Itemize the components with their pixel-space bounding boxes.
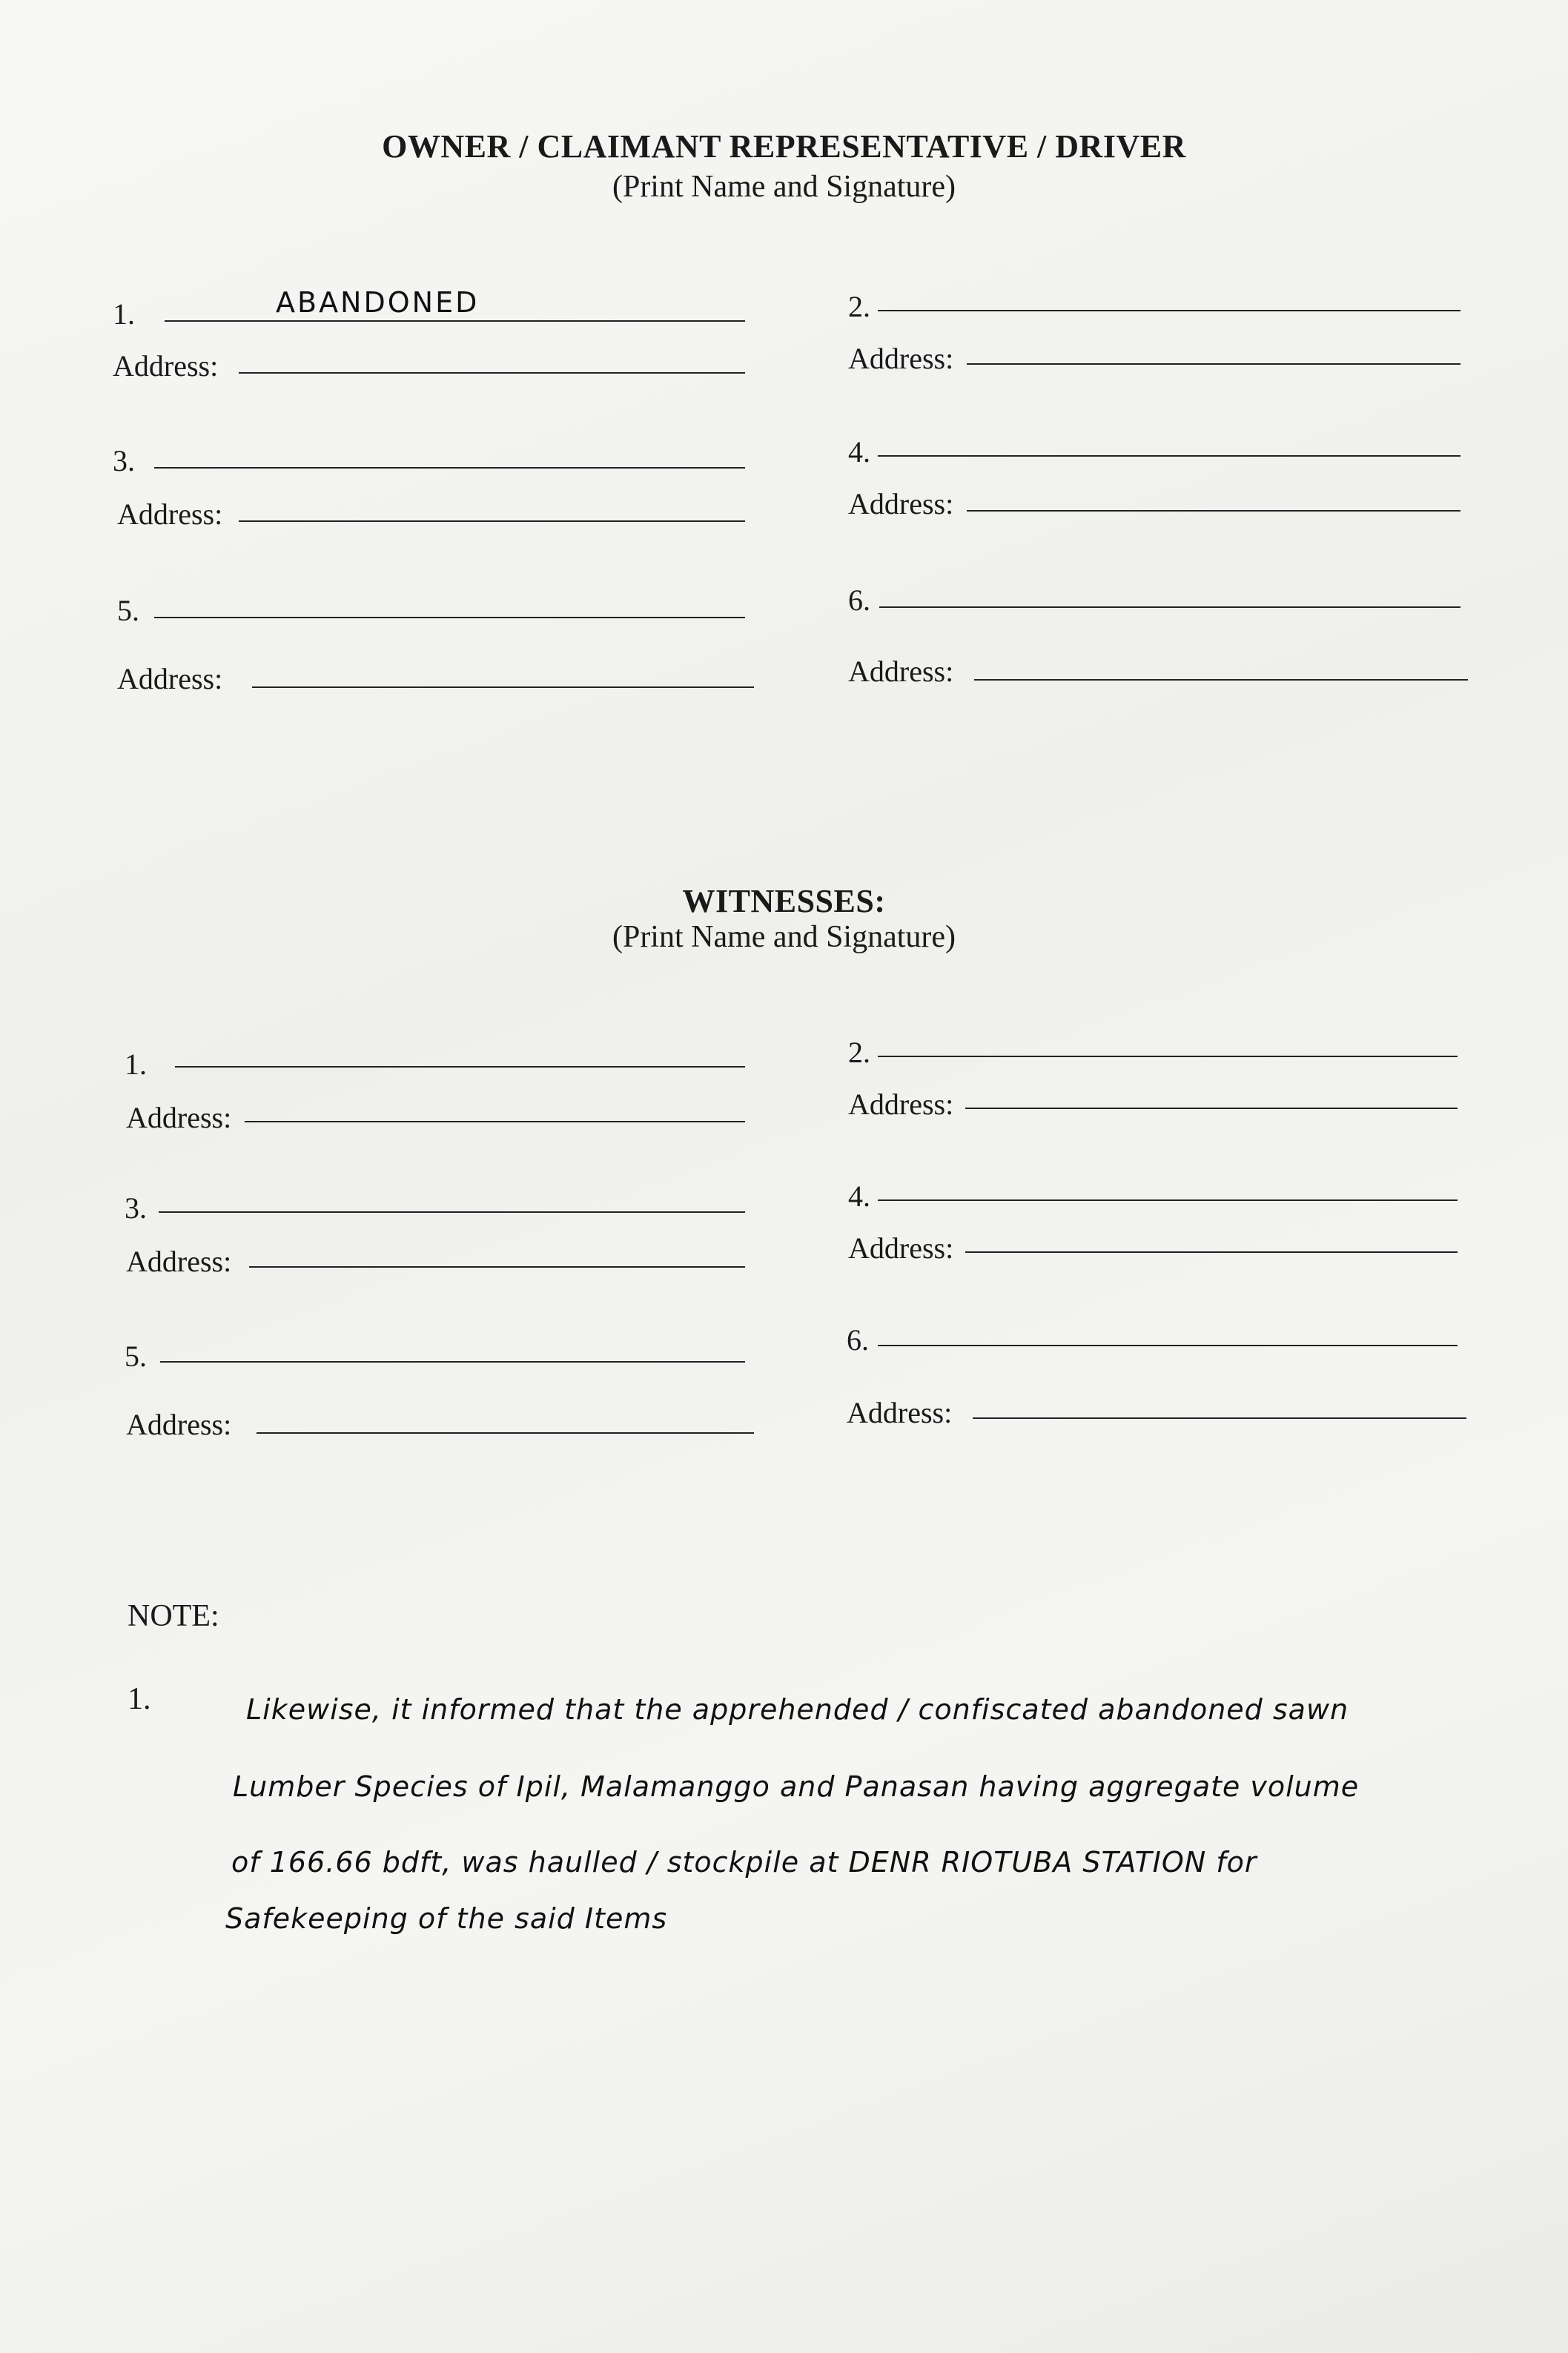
owner-entry-2-address-line[interactable] <box>967 363 1461 365</box>
owner-entry-1-name: ABANDONED <box>276 286 480 319</box>
owner-entry-2-name-line[interactable] <box>878 310 1461 311</box>
witness-section-subtitle: (Print Name and Signature) <box>612 920 956 954</box>
owner-entry-2-number: 2. <box>848 290 870 323</box>
witness-entry-2-address-line[interactable] <box>965 1108 1458 1109</box>
witness-entry-4-address-line[interactable] <box>965 1251 1458 1253</box>
owner-entry-3-name-line[interactable] <box>154 467 745 469</box>
witness-entry-2-name-line[interactable] <box>878 1056 1458 1057</box>
owner-entry-5-address-label: Address: <box>117 662 223 695</box>
witness-entry-1-address-label: Address: <box>126 1101 232 1134</box>
witness-entry-1-name-line[interactable] <box>175 1066 745 1068</box>
witness-entry-2-number: 2. <box>848 1036 870 1069</box>
witness-entry-6-address-line[interactable] <box>973 1417 1466 1419</box>
witness-entry-1-address-line[interactable] <box>245 1121 745 1122</box>
witness-entry-3-address-line[interactable] <box>249 1266 745 1268</box>
owner-entry-5-name-line[interactable] <box>154 617 745 618</box>
owner-entry-5-number: 5. <box>117 594 139 627</box>
witness-entry-2-address-label: Address: <box>848 1088 954 1121</box>
note-handwritten-line-4: Safekeeping of the said Items <box>225 1902 668 1935</box>
owner-entry-6-number: 6. <box>848 583 870 617</box>
note-handwritten-line-3: of 166.66 bdft, was haulled / stockpile at DENR RIOTUBA STATION for <box>231 1846 1257 1879</box>
owner-entry-1-name-line[interactable] <box>165 320 745 322</box>
witness-entry-5-address-line[interactable] <box>257 1432 754 1434</box>
witness-entry-6-name-line[interactable] <box>878 1345 1458 1346</box>
owner-entry-4-address-label: Address: <box>848 487 954 520</box>
note-handwritten-line-2: Lumber Species of Ipil, Malamanggo and Panasan having aggregate volume <box>233 1770 1360 1803</box>
note-label: NOTE: <box>128 1599 219 1633</box>
witness-entry-4-number: 4. <box>848 1179 870 1213</box>
owner-entry-4-name-line[interactable] <box>878 455 1461 457</box>
owner-entry-1-address-label: Address: <box>113 349 219 383</box>
owner-entry-4-number: 4. <box>848 435 870 469</box>
witness-entry-4-address-label: Address: <box>848 1231 954 1265</box>
witness-entry-3-name-line[interactable] <box>159 1211 745 1213</box>
owner-entry-1-number: 1. <box>113 297 135 331</box>
witness-entry-4-name-line[interactable] <box>878 1199 1458 1201</box>
note-handwritten-line-1: Likewise, it informed that the apprehended / confiscated abandoned sawn <box>246 1693 1349 1726</box>
owner-entry-4-address-line[interactable] <box>967 510 1461 512</box>
witness-entry-3-number: 3. <box>125 1191 147 1225</box>
owner-section-subtitle: (Print Name and Signature) <box>612 170 956 204</box>
note-number: 1. <box>128 1682 151 1716</box>
witness-section-title: WITNESSES: <box>682 883 886 919</box>
witness-entry-5-name-line[interactable] <box>160 1361 745 1363</box>
witness-entry-6-address-label: Address: <box>847 1396 953 1429</box>
owner-entry-5-address-line[interactable] <box>252 686 754 688</box>
owner-entry-3-address-line[interactable] <box>239 520 745 522</box>
witness-entry-1-number: 1. <box>125 1048 147 1081</box>
owner-entry-3-address-label: Address: <box>117 497 223 531</box>
owner-entry-6-address-label: Address: <box>848 655 954 688</box>
owner-section-title: OWNER / CLAIMANT REPRESENTATIVE / DRIVER <box>382 128 1186 165</box>
owner-entry-3-number: 3. <box>113 444 135 477</box>
owner-entry-1-address-line[interactable] <box>239 372 745 374</box>
owner-entry-6-name-line[interactable] <box>879 606 1461 608</box>
owner-entry-6-address-line[interactable] <box>974 679 1468 681</box>
witness-entry-5-address-label: Address: <box>126 1408 232 1441</box>
witness-entry-6-number: 6. <box>847 1323 869 1357</box>
owner-entry-2-address-label: Address: <box>848 342 954 375</box>
witness-entry-3-address-label: Address: <box>126 1245 232 1278</box>
witness-entry-5-number: 5. <box>125 1340 147 1373</box>
